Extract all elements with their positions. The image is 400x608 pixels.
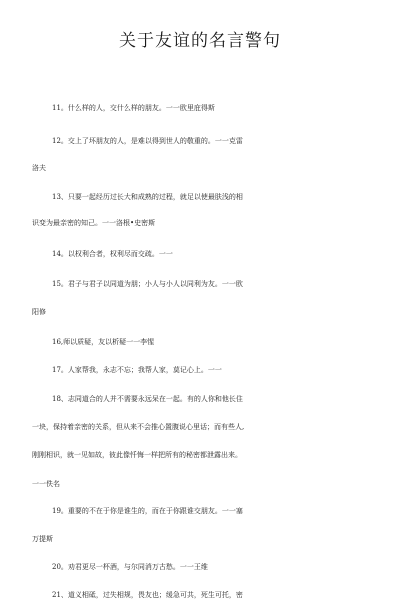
quote-21: 21、道义相砥，过失相规，畏友也；缓急可共，死生可托，密 [52, 591, 243, 599]
quote-19-continued: 万提斯 [32, 535, 53, 544]
quote-20: 20。劝君更尽一杯酒，与尔同消万古愁。一一王维 [52, 563, 208, 571]
quote-19: 19。重要的不在于你是谁生的，而在于你跟谁交朋友。一一塞 [52, 507, 243, 516]
quote-15: 15。君子与君子以同道为朋；小人与小人以同利为友。一一欧 [52, 279, 243, 288]
quote-11: 11。什么样的人，交什么样的朋友。一一欧里庇得斯 [52, 104, 215, 112]
quote-14: 14。以权利合者，权利尽而交疏。一一 [52, 250, 173, 259]
quote-18-author: 一一佚名 [32, 480, 60, 489]
quote-17: 17。人家帮我，永志不忘；我帮人家，莫记心上。一一 [52, 365, 222, 374]
quote-16: 16,师以质疑，友以析疑一一李惺 [52, 337, 155, 346]
quote-12: 12。交上了坏朋友的人，是难以得到世人的敬重的。一一克雷 [52, 136, 243, 145]
quote-12-continued: 洛夫 [32, 163, 46, 172]
document-title: 关于友谊的名言警句 [119, 31, 281, 51]
quote-13: 13、只要一起经历过长大和成熟的过程，就足以使最肤浅的相 [52, 193, 243, 202]
quote-18-continued-2: 刚刚相识，就一见如故，彼此像忏悔一样把所有的秘密都泄露出来。 [32, 451, 242, 460]
quote-18-continued-1: 一块，保持着亲密的关系，但从来不会推心置腹说心里话；而有些人, [32, 423, 245, 432]
quote-15-continued: 阳修 [32, 307, 46, 316]
quote-13-continued: 识变为最亲密的知己。一一洛根•史密斯 [32, 219, 156, 228]
quote-18: 18、志同道合的人并不需要永远呆在一起。有的人你和他长住 [52, 395, 243, 404]
